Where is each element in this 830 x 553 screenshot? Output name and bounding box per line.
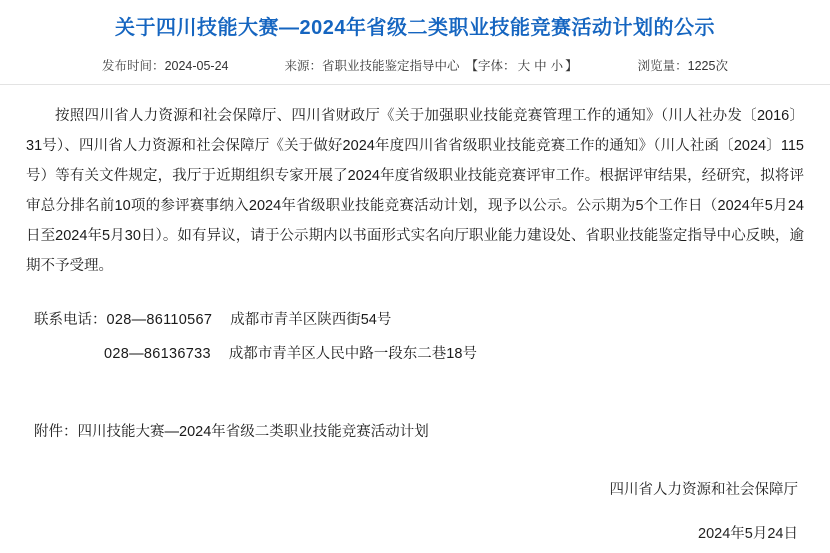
publish-time-value: 2024-05-24 — [164, 59, 229, 73]
publish-time-label: 发布时间： — [102, 59, 165, 73]
source-label: 来源： — [284, 59, 323, 73]
font-size-large-button[interactable]: 大 — [517, 59, 531, 73]
view-count-value: 1225次 — [687, 59, 728, 73]
view-count-label: 浏览量： — [637, 59, 688, 73]
signature-issuer: 四川省人力资源和社会保障厅 — [609, 482, 798, 498]
document-meta-bar — [0, 54, 830, 85]
source-value: 省职业技能鉴定指导中心 — [322, 59, 460, 73]
source — [285, 56, 460, 74]
font-size-medium-button[interactable]: 中 — [534, 59, 547, 73]
document-body — [0, 85, 830, 447]
font-size-suffix: 】 — [565, 59, 578, 73]
font-size-small-button[interactable]: 小 — [550, 59, 564, 73]
contact-line — [34, 303, 804, 337]
contact-address: 成都市青羊区人民中路一段东二巷18号 — [228, 346, 477, 362]
signature-date: 2024年5月24日 — [698, 526, 798, 542]
contact-address: 成都市青羊区陕西街54号 — [230, 312, 392, 328]
contact-line — [34, 337, 804, 371]
view-count — [638, 56, 728, 74]
contact-phone: 028—86110567 — [106, 312, 213, 328]
font-size-prefix: 【字体： — [465, 59, 516, 73]
font-size-control — [466, 56, 578, 74]
body-paragraph: 按照四川省人力资源和社会保障厅、四川省财政厅《关于加强职业技能竞赛管理工作的通知》（川人社办发〔2016〕31号）、四川省人力资源和社会保障厅《关于做好2024年度四川省省级职业技能竞赛工作的通知》（川人社函〔2024〕115号）等有关文件规定，我厅于近期组织专家开展了2024年度省级职业技能竞赛评审工作。根据评审结果，经研究，拟将评审总分排名前10项的参评赛事纳入2024年省级职业技能竞赛活动计划，现予以公示。公示期为5个工作日（2024年5月24日至2024年5月30日）。如有异议，请于公示期内以书面形式实名向厅职业能力建设处、省职业技能鉴定指导中心反映，逾期不予受理。 — [26, 108, 804, 274]
attachment-line: 附件：四川技能大赛—2024年省级二类职业技能竞赛活动计划 — [34, 424, 429, 440]
page-title: 关于四川技能大赛—2024年省级二类职业技能竞赛活动计划的公示 — [115, 17, 715, 39]
contact-label: 联系电话： — [34, 312, 107, 328]
contact-block — [26, 303, 804, 371]
publish-time — [102, 56, 228, 74]
contact-phone: 028—86136733 — [104, 346, 211, 362]
